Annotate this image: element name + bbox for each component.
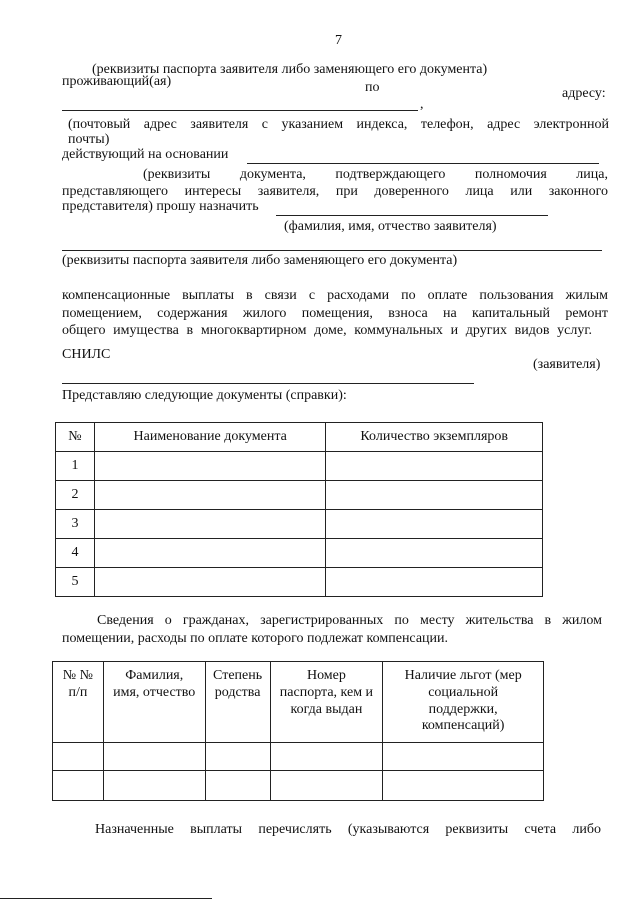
acting-basis-fill-line <box>247 163 599 164</box>
doc-row-number: 4 <box>56 539 95 568</box>
doc-name-cell[interactable] <box>94 568 326 597</box>
cit-cell[interactable] <box>103 771 205 801</box>
cit-cell[interactable] <box>383 743 544 771</box>
fio-caption: (фамилия, имя, отчество заявителя) <box>284 219 497 234</box>
doc-count-cell[interactable] <box>326 568 543 597</box>
postal-caption-line1: (почтовый адрес заявителя с указанием индекса, телефон, адрес электронной <box>68 117 609 132</box>
compensation-line2: помещением, содержания жилого помещения, взноса на капитальный ремонт <box>62 306 608 321</box>
doc-name-cell[interactable] <box>94 452 326 481</box>
doc-col-count: Количество экземпляров <box>326 423 543 452</box>
applicant-caption: (заявителя) <box>533 357 601 372</box>
doc-row-number: 2 <box>56 481 95 510</box>
cit-cell[interactable] <box>103 743 205 771</box>
citizens-line2: помещении, расходы по оплате которого подлежат компенсации. <box>62 631 449 646</box>
residing-po: по <box>365 80 380 95</box>
doc-row-number: 3 <box>56 510 95 539</box>
doc-count-cell[interactable] <box>326 539 543 568</box>
cit-cell[interactable] <box>53 771 104 801</box>
cit-col-relation: Степень родства <box>205 662 270 743</box>
address-fill-line <box>62 110 418 111</box>
citizens-line1: Сведения о гражданах, зарегистрированных по месту жительства в жилом <box>97 613 602 628</box>
cit-cell[interactable] <box>205 771 270 801</box>
cit-cell[interactable] <box>383 771 544 801</box>
citizens-table <box>52 661 544 801</box>
residing-address: адресу: <box>562 86 606 101</box>
doc-row-number: 1 <box>56 452 95 481</box>
acting-basis-label: действующий на основании <box>62 147 229 162</box>
passport-caption-2: (реквизиты паспорта заявителя либо заменяющего его документа) <box>62 253 458 268</box>
cit-cell[interactable] <box>53 743 104 771</box>
compensation-line3: общего имущества в многоквартирном доме, коммунальных и других видов услуг. <box>62 323 592 338</box>
compensation-line1: компенсационные выплаты в связи с расходами по оплате пользования жилым <box>62 288 608 303</box>
doc-col-name: Наименование документа <box>94 423 326 452</box>
cit-col-passport: Номер паспорта, кем и когда выдан <box>270 662 383 743</box>
passport-caption-1: (реквизиты паспорта заявителя либо заменяющего его документа) <box>92 62 488 77</box>
address-comma: , <box>420 97 424 112</box>
cit-col-benefits: Наличие льгот (мер социальной поддержки, компенсаций) <box>383 662 544 743</box>
doc-count-cell[interactable] <box>326 452 543 481</box>
doc-count-cell[interactable] <box>326 510 543 539</box>
payments-line: Назначенные выплаты перечислять (указываются реквизиты счета либо <box>95 822 601 837</box>
cit-cell[interactable] <box>270 743 383 771</box>
postal-caption-line2: почты) <box>68 132 110 147</box>
passport-fill-line <box>62 250 602 251</box>
doc-name-cell[interactable] <box>94 481 326 510</box>
authority-line3: представителя) прошу назначить <box>62 199 259 214</box>
snils-label: СНИЛС <box>62 347 111 362</box>
footnote-separator <box>0 898 212 899</box>
fio-fill-line <box>276 215 548 216</box>
page-number: 7 <box>335 33 342 48</box>
cit-col-fio: Фамилия, имя, отчество <box>103 662 205 743</box>
doc-count-cell[interactable] <box>326 481 543 510</box>
cit-cell[interactable] <box>205 743 270 771</box>
cit-cell[interactable] <box>270 771 383 801</box>
snils-fill-line <box>62 383 474 384</box>
residing-label: проживающий(ая) <box>62 74 172 89</box>
documents-intro: Представляю следующие документы (справки): <box>62 388 347 403</box>
doc-name-cell[interactable] <box>94 510 326 539</box>
cit-col-number: № № п/п <box>53 662 104 743</box>
authority-line2: представляющего интересы заявителя, при доверенного лица или законного <box>62 184 608 199</box>
authority-line1: (реквизиты документа, подтверждающего полномочия лица, <box>143 167 608 182</box>
doc-row-number: 5 <box>56 568 95 597</box>
doc-name-cell[interactable] <box>94 539 326 568</box>
doc-col-number: № <box>56 423 95 452</box>
documents-table <box>55 422 543 597</box>
